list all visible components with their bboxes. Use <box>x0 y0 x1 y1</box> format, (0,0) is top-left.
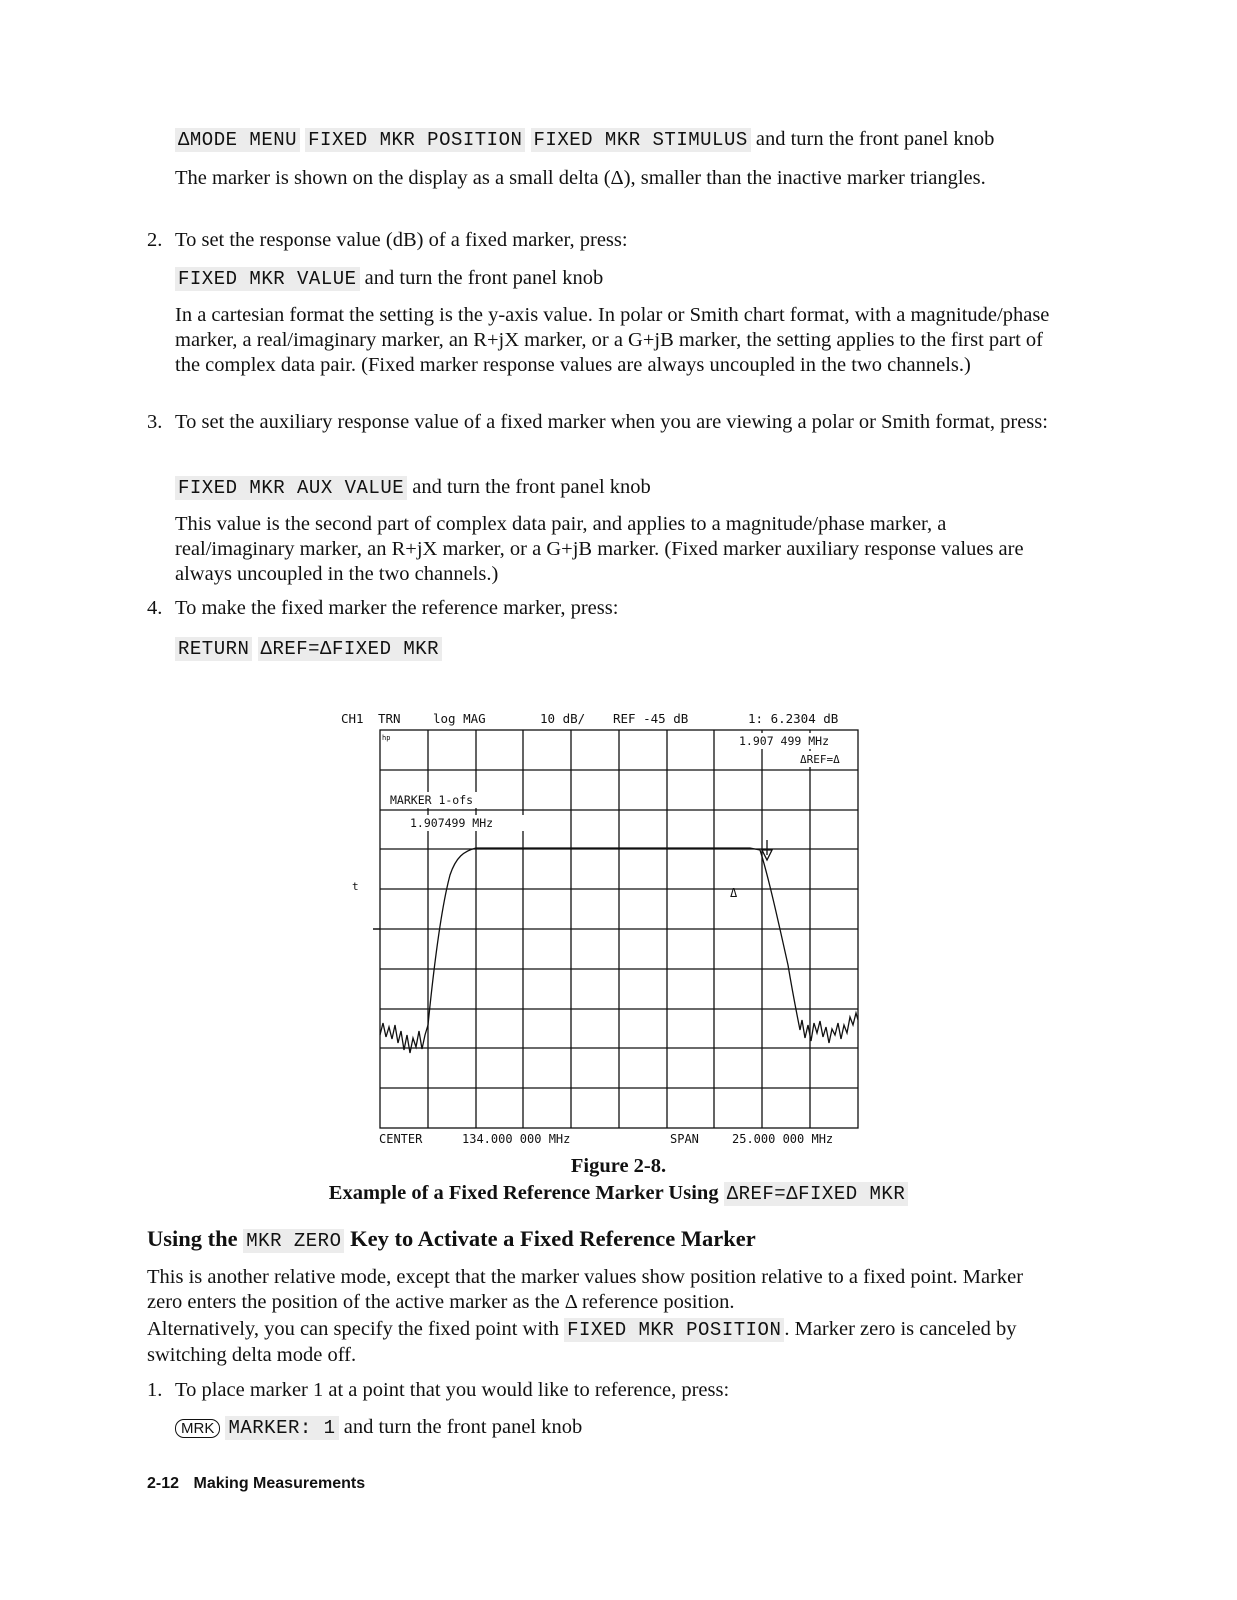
softkey-delta-mode-menu: ΔMODE MENU <box>175 128 300 152</box>
section-step-1-text: To place marker 1 at a point that you would like to reference, press: <box>175 1379 730 1401</box>
figure-caption-key: ΔREF=ΔFIXED MKR <box>724 1182 909 1206</box>
section-paragraph-2-post: . Marker zero is canceled by switching delta mode off. <box>147 1318 1017 1366</box>
fixed-marker-delta-icon: Δ <box>730 886 738 900</box>
page-footer <box>147 1475 365 1493</box>
section-paragraph-1: This is another relative mode, except that the marker values show position relative to a fixed point. Marker zero enters the position of the active marker as the Δ reference position. <box>147 1266 1024 1313</box>
step-3-paragraph: This value is the second part of complex data pair, and applies to a magnitude/phase marker, a real/imaginary marker, an R+jX marker, or a G+jB marker. (Fixed marker auxiliary response values are always uncoupled in the two channels.) <box>175 513 1024 585</box>
screen-delta-ref: ΔREF=Δ <box>800 753 840 766</box>
hp-logo: hp <box>382 734 391 742</box>
screen-span-label: SPAN <box>670 1132 699 1146</box>
step-2-number: 2. <box>147 229 163 251</box>
step-2-keyline <box>175 266 603 292</box>
softkey-marker-1: MARKER: 1 <box>225 1416 338 1440</box>
footer-title: Making Measurements <box>193 1475 366 1492</box>
intro-paragraph: The marker is shown on the display as a small delta (Δ), smaller than the inactive marker triangles. <box>175 167 986 189</box>
screen-channel: CH1 <box>341 711 364 726</box>
softkey-fixed-mkr-aux-value: FIXED MKR AUX VALUE <box>175 476 407 500</box>
softkey-return: RETURN <box>175 637 252 661</box>
screen-center-value: 134.000 000 MHz <box>462 1132 571 1146</box>
step-4-number: 4. <box>147 597 163 619</box>
screen-marker-box-line2: 1.907499 MHz <box>410 816 494 830</box>
step-4-keyline <box>175 636 442 662</box>
intro-line-tail: and turn the front panel knob <box>755 128 995 150</box>
section-paragraph-2-pre: Alternatively, you can specify the fixed point with <box>147 1318 559 1340</box>
softkey-fixed-mkr-position-inline: FIXED MKR POSITION <box>564 1318 784 1342</box>
softkey-fixed-mkr-value: FIXED MKR VALUE <box>175 267 360 291</box>
intro-line <box>175 127 994 153</box>
softkey-delta-ref-fixed-mkr: ΔREF=ΔFIXED MKR <box>258 637 443 661</box>
step-2-keyline-tail: and turn the front panel knob <box>364 267 604 289</box>
step-4-text: To make the fixed marker the reference marker, press: <box>175 597 619 619</box>
screen-ref: REF -45 dB <box>613 711 689 726</box>
hardkey-mrk: MRK <box>175 1419 220 1438</box>
step-3-keyline-tail: and turn the front panel knob <box>412 476 651 498</box>
step-3-text: To set the auxiliary response value of a fixed marker when you are viewing a polar or Smith format, press: <box>175 411 1048 433</box>
screen-trn: TRN <box>378 711 401 726</box>
step-2-paragraph: In a cartesian format the setting is the y-axis value. In polar or Smith chart format, with a magnitude/phase marker, a real/imaginary marker, an R+jX marker, or a G+jB marker, the setting applies to the first part of the complex data pair. (Fixed marker response values are always uncoupled in the two channels.) <box>175 304 1050 376</box>
screen-marker-value: 1: 6.2304 dB <box>748 711 839 726</box>
softkey-fixed-mkr-position: FIXED MKR POSITION <box>305 128 525 152</box>
section-paragraph-2 <box>147 1317 1047 1368</box>
screen-center-label: CENTER <box>379 1132 423 1146</box>
screen-format: log MAG <box>433 711 486 726</box>
figure-caption <box>0 1182 1237 1205</box>
softkey-fixed-mkr-stimulus: FIXED MKR STIMULUS <box>531 128 751 152</box>
figure-number: Figure 2-8. <box>570 1155 667 1177</box>
screen-scale: 10 dB/ <box>540 711 586 726</box>
screen-side-label: t <box>352 880 359 893</box>
step-3-keyline <box>175 475 651 501</box>
figure-caption-text: Example of a Fixed Reference Marker Using <box>328 1182 719 1204</box>
graticule <box>380 730 858 1128</box>
screen-marker-frequency: 1.907 499 MHz <box>739 734 830 748</box>
screen-marker-box-line1: MARKER 1-ofs <box>390 793 474 807</box>
step-3-number: 3. <box>147 411 163 433</box>
analyzer-screen <box>330 705 890 1150</box>
section-heading-pre: Using the <box>147 1226 238 1251</box>
step-2-text: To set the response value (dB) of a fixed marker, press: <box>175 229 628 251</box>
section-step-1-keyline <box>175 1415 582 1441</box>
section-heading-post: Key to Activate a Fixed Reference Marker <box>350 1226 756 1251</box>
section-step-1-number: 1. <box>147 1379 163 1401</box>
footer-page-number: 2-12 <box>147 1475 180 1492</box>
section-heading <box>147 1226 756 1252</box>
screen-span-value: 25.000 000 MHz <box>732 1132 834 1146</box>
section-heading-key: MKR ZERO <box>243 1229 344 1253</box>
section-step-1-tail: and turn the front panel knob <box>343 1416 583 1438</box>
